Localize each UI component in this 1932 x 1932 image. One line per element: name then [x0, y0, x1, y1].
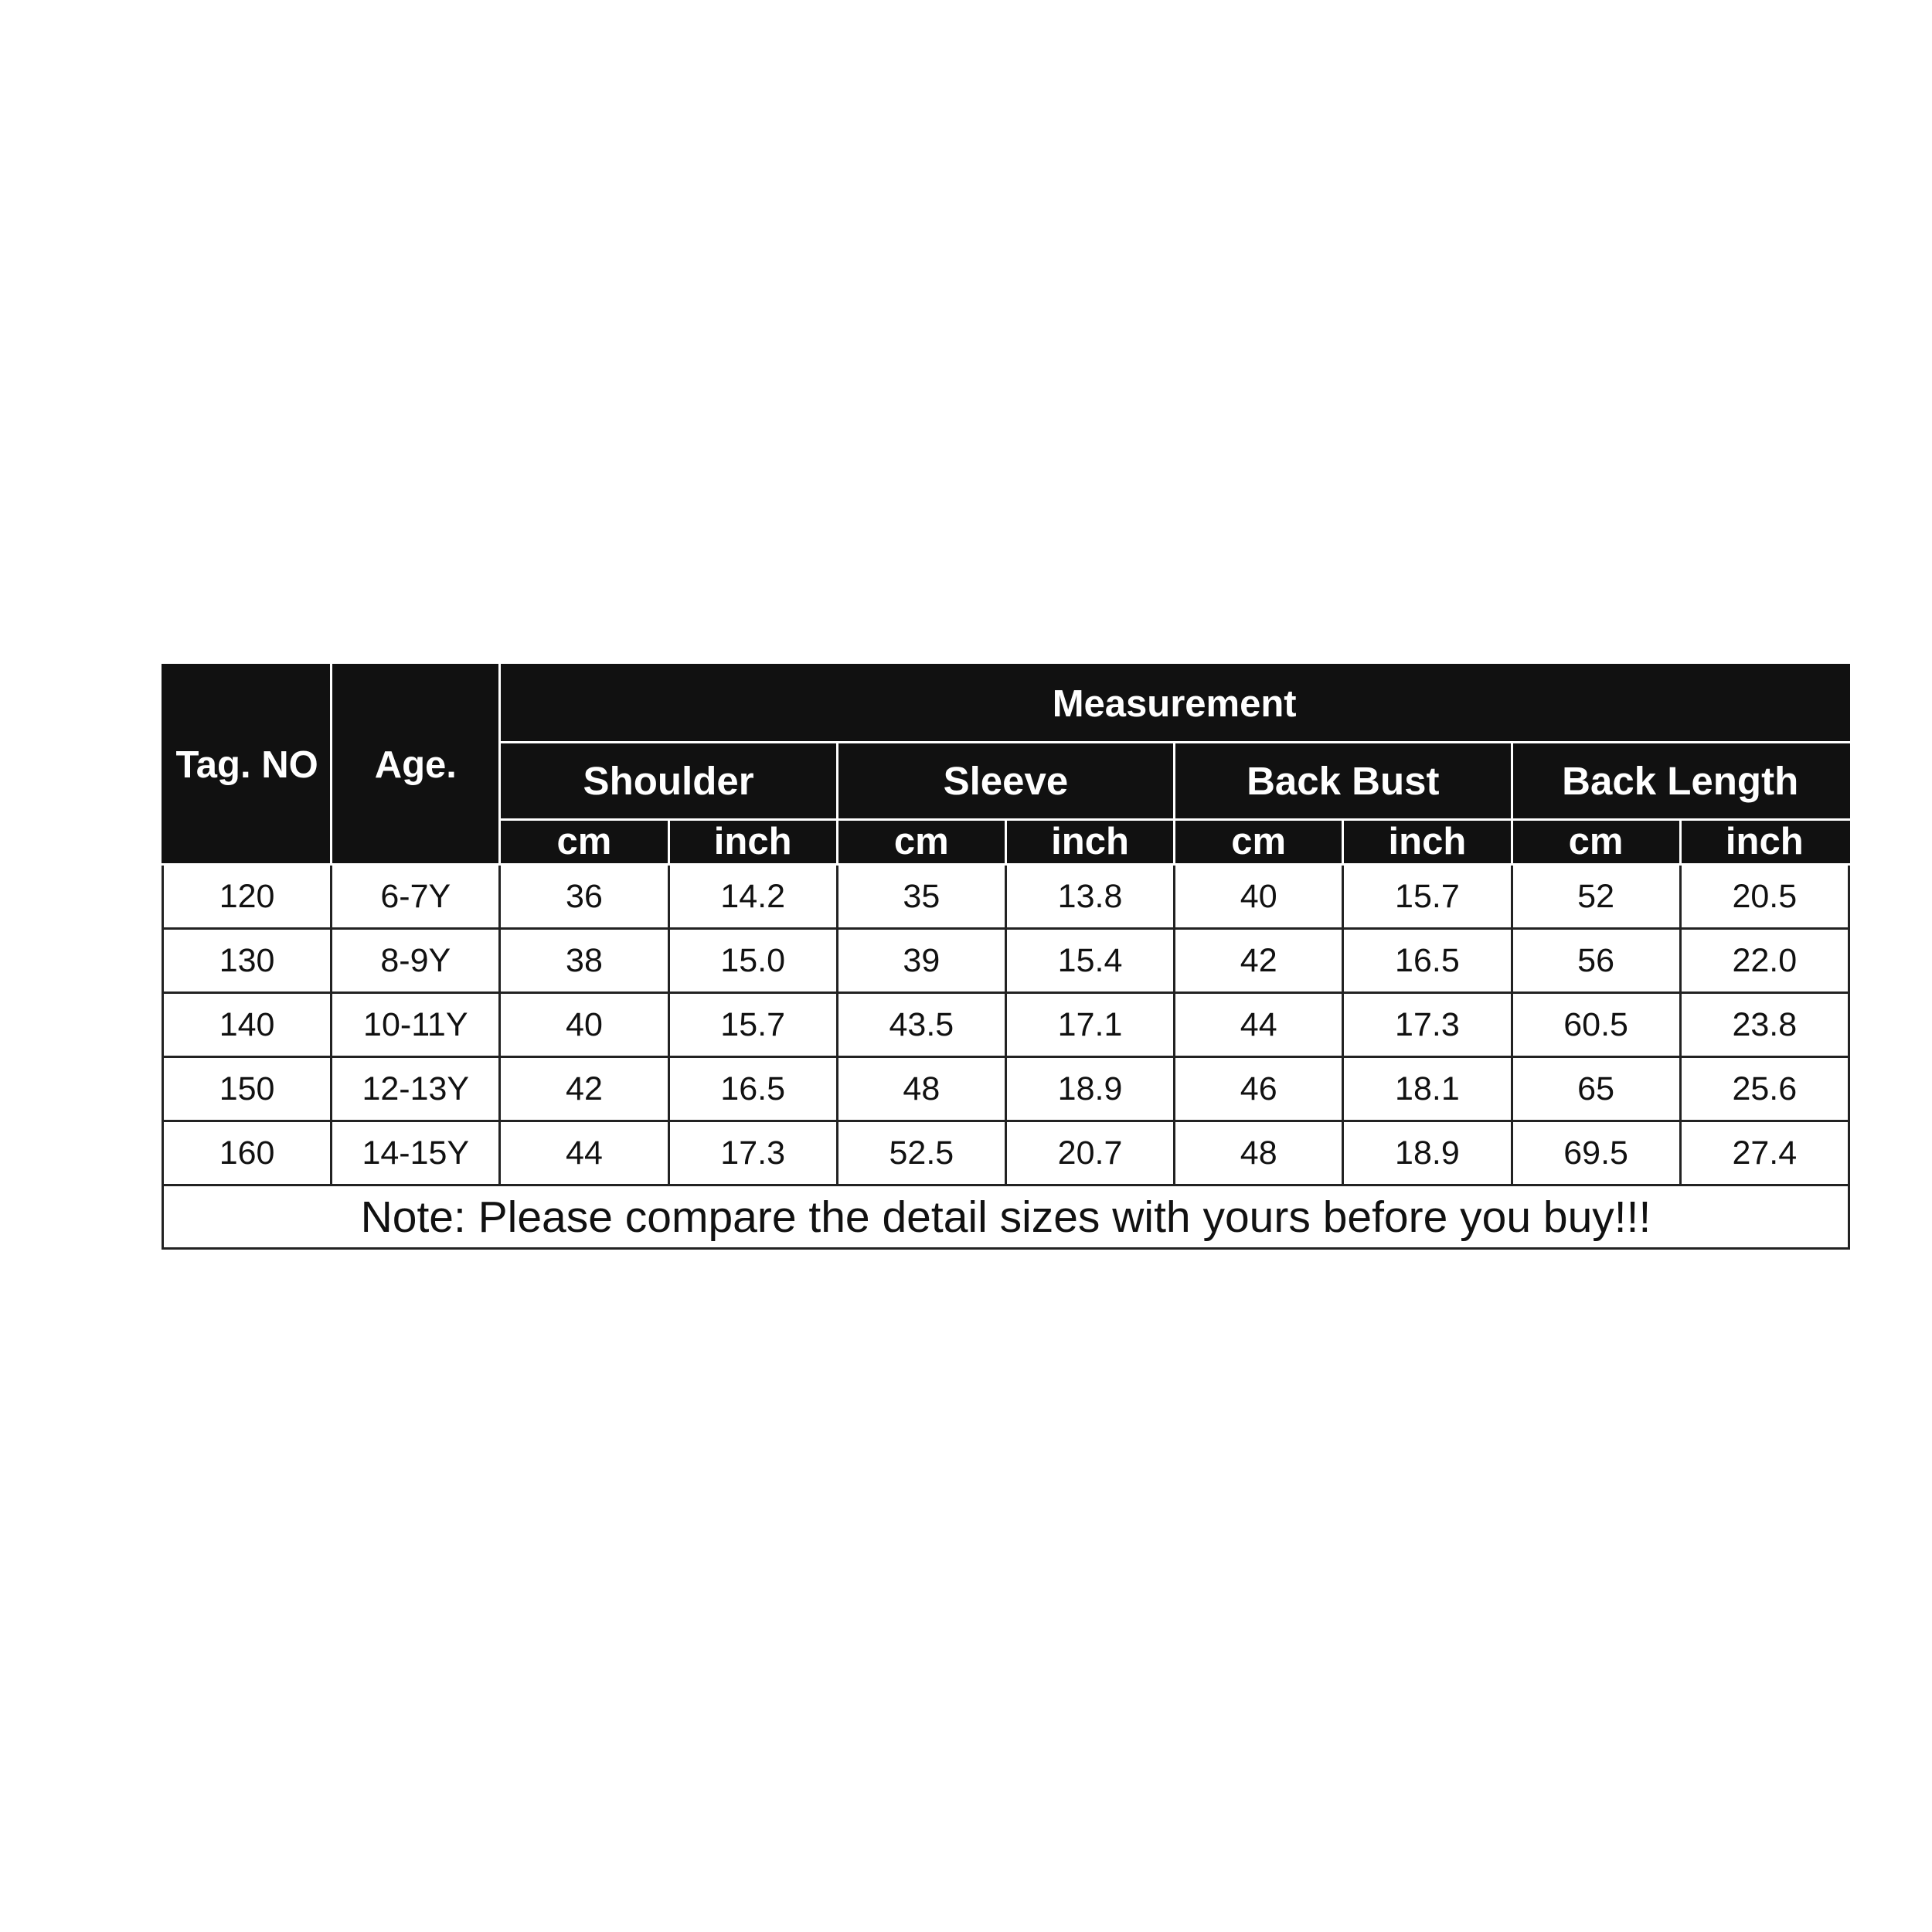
cell-shoulder-inch: 14.2 — [668, 865, 837, 929]
cell-shoulder-inch: 15.7 — [668, 993, 837, 1057]
cell-age: 10-11Y — [332, 993, 500, 1057]
note-row — [163, 1185, 1849, 1249]
cell-back-length-inch: 23.8 — [1680, 993, 1849, 1057]
cell-tag-no: 160 — [163, 1121, 332, 1185]
cell-shoulder-cm: 40 — [500, 993, 668, 1057]
table-row — [163, 1121, 1849, 1185]
size-note: Note: Please compare the detail sizes with yours before you buy!!! — [163, 1185, 1849, 1249]
cell-sleeve-inch: 13.8 — [1005, 865, 1174, 929]
header-age: Age. — [332, 665, 500, 865]
cell-back-length-inch: 22.0 — [1680, 929, 1849, 993]
header-shoulder: Shoulder — [500, 743, 837, 820]
unit-shoulder-cm: cm — [500, 820, 668, 865]
cell-sleeve-inch: 18.9 — [1005, 1057, 1174, 1121]
cell-shoulder-inch: 15.0 — [668, 929, 837, 993]
cell-sleeve-cm: 43.5 — [837, 993, 1005, 1057]
cell-back-length-inch: 20.5 — [1680, 865, 1849, 929]
cell-shoulder-inch: 16.5 — [668, 1057, 837, 1121]
cell-back-bust-inch: 16.5 — [1343, 929, 1512, 993]
cell-back-bust-cm: 40 — [1175, 865, 1343, 929]
table-row — [163, 929, 1849, 993]
cell-shoulder-cm: 36 — [500, 865, 668, 929]
cell-back-length-cm: 60.5 — [1512, 993, 1680, 1057]
cell-back-bust-cm: 44 — [1175, 993, 1343, 1057]
cell-back-length-cm: 65 — [1512, 1057, 1680, 1121]
table-row — [163, 865, 1849, 929]
header-tag-no: Tag. NO — [163, 665, 332, 865]
table-row — [163, 1057, 1849, 1121]
cell-sleeve-cm: 52.5 — [837, 1121, 1005, 1185]
unit-sleeve-cm: cm — [837, 820, 1005, 865]
cell-sleeve-inch: 20.7 — [1005, 1121, 1174, 1185]
size-chart-table — [162, 664, 1850, 1250]
cell-age: 8-9Y — [332, 929, 500, 993]
cell-tag-no: 140 — [163, 993, 332, 1057]
cell-tag-no: 150 — [163, 1057, 332, 1121]
cell-shoulder-cm: 38 — [500, 929, 668, 993]
cell-back-bust-cm: 46 — [1175, 1057, 1343, 1121]
cell-tag-no: 130 — [163, 929, 332, 993]
cell-shoulder-inch: 17.3 — [668, 1121, 837, 1185]
header-back-bust: Back Bust — [1175, 743, 1512, 820]
cell-back-length-inch: 25.6 — [1680, 1057, 1849, 1121]
cell-sleeve-inch: 17.1 — [1005, 993, 1174, 1057]
cell-back-length-cm: 69.5 — [1512, 1121, 1680, 1185]
cell-back-length-cm: 56 — [1512, 929, 1680, 993]
table-row — [163, 993, 1849, 1057]
cell-back-bust-inch: 15.7 — [1343, 865, 1512, 929]
unit-shoulder-inch: inch — [668, 820, 837, 865]
cell-back-length-cm: 52 — [1512, 865, 1680, 929]
cell-shoulder-cm: 42 — [500, 1057, 668, 1121]
cell-shoulder-cm: 44 — [500, 1121, 668, 1185]
unit-sleeve-inch: inch — [1005, 820, 1174, 865]
header-sleeve: Sleeve — [837, 743, 1174, 820]
cell-age: 12-13Y — [332, 1057, 500, 1121]
cell-sleeve-cm: 48 — [837, 1057, 1005, 1121]
unit-back-length-cm: cm — [1512, 820, 1680, 865]
cell-age: 6-7Y — [332, 865, 500, 929]
cell-back-bust-inch: 17.3 — [1343, 993, 1512, 1057]
cell-back-bust-inch: 18.1 — [1343, 1057, 1512, 1121]
unit-back-bust-cm: cm — [1175, 820, 1343, 865]
cell-back-bust-cm: 48 — [1175, 1121, 1343, 1185]
cell-age: 14-15Y — [332, 1121, 500, 1185]
cell-sleeve-cm: 39 — [837, 929, 1005, 993]
header-measurement: Measurement — [500, 665, 1849, 743]
cell-sleeve-cm: 35 — [837, 865, 1005, 929]
cell-back-bust-inch: 18.9 — [1343, 1121, 1512, 1185]
header-back-length: Back Length — [1512, 743, 1849, 820]
unit-back-bust-inch: inch — [1343, 820, 1512, 865]
unit-back-length-inch: inch — [1680, 820, 1849, 865]
cell-back-length-inch: 27.4 — [1680, 1121, 1849, 1185]
cell-sleeve-inch: 15.4 — [1005, 929, 1174, 993]
cell-back-bust-cm: 42 — [1175, 929, 1343, 993]
cell-tag-no: 120 — [163, 865, 332, 929]
